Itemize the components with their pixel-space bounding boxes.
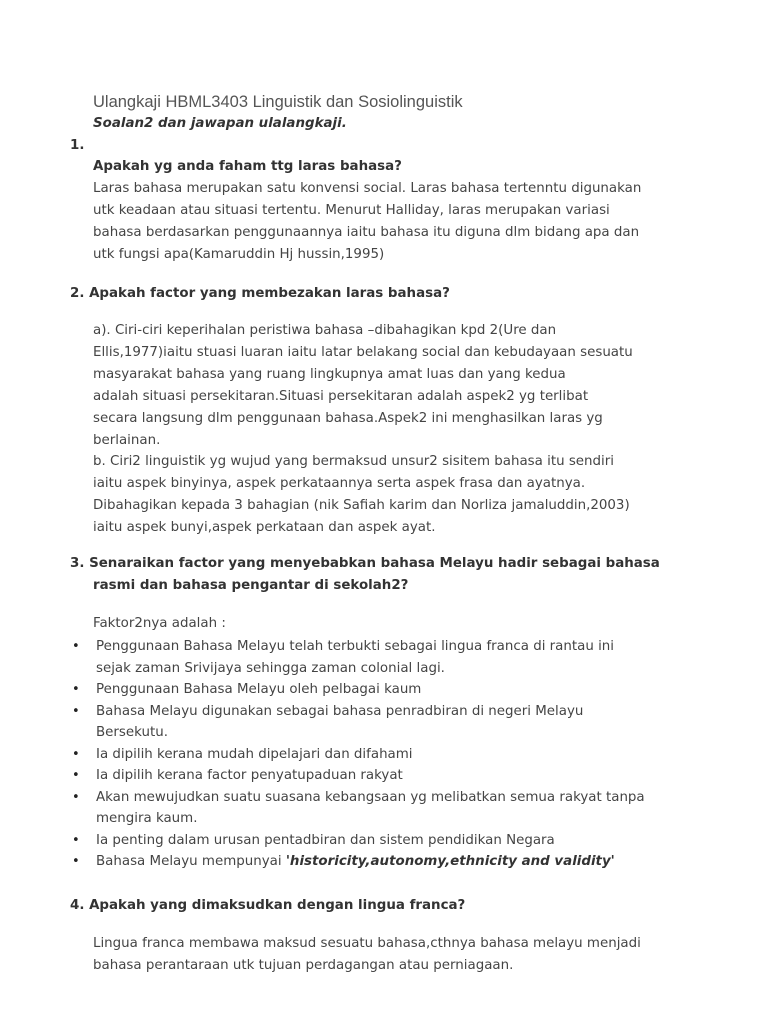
- answer-1-line: utk keadaan atau situasi tertentu. Menurut Halliday, laras merupakan variasi: [93, 203, 610, 218]
- list-item-line: Akan mewujudkan suatu suasana kebangsaan yg melibatkan semua rakyat tanpa: [96, 789, 645, 805]
- answer-2-line: berlainan.: [93, 432, 161, 448]
- list-item: [70, 636, 710, 679]
- question-4: 4. Apakah yang dimaksudkan dengan lingua franca?: [70, 898, 466, 913]
- emphasis-text: 'historicity,autonomy,ethnicity and validity': [285, 854, 615, 869]
- list-item-line: Penggunaan Bahasa Melayu telah terbukti sebagai lingua franca di rantau ini: [96, 639, 614, 654]
- answer-2-line: adalah situasi persekitaran.Situasi persekitaran adalah aspek2 yg terlibat: [93, 388, 589, 404]
- question-3: [70, 553, 660, 597]
- list-item-line: Ia dipilih kerana mudah dipelajari dan difahami: [96, 746, 413, 762]
- list-item-line: Bersekutu.: [96, 725, 168, 740]
- list-item-line: sejak zaman Srivijaya sehingga zaman colonial lagi.: [96, 660, 445, 676]
- question-2: 2. Apakah factor yang membezakan laras bahasa?: [70, 286, 450, 301]
- question-1: Apakah yg anda faham ttg laras bahasa?: [93, 159, 402, 174]
- bullet-icon: •: [72, 789, 80, 805]
- answer-3-intro: Faktor2nya adalah :: [93, 616, 226, 631]
- answer-1-line: Laras bahasa merupakan satu konvensi social. Laras bahasa tertenntu digunakan: [93, 181, 642, 196]
- answer-1-line: utk fungsi apa(Kamaruddin Hj hussin,1995): [93, 247, 385, 262]
- answer-1-line: bahasa berdasarkan penggunaannya iaitu bahasa itu diguna dlm bidang apa dan: [93, 225, 640, 240]
- list-item: [70, 744, 710, 766]
- answer-2-line: iaitu aspek binyinya, aspek perkataannya serta aspek frasa dan ayatnya.: [93, 476, 586, 492]
- question-3-line: 3. Senaraikan factor yang menyebabkan bahasa Melayu hadir sebagai bahasa: [70, 556, 660, 571]
- document-subtitle: Soalan2 dan jawapan ulalangkaji.: [93, 116, 347, 131]
- list-item-line: [96, 851, 710, 873]
- answer-2-line: b. Ciri2 linguistik yg wujud yang bermaksud unsur2 sisitem bahasa itu sendiri: [93, 454, 614, 470]
- list-item-line: Ia penting dalam urusan pentadbiran dan sistem pendidikan Negara: [96, 832, 555, 848]
- list-item: [70, 765, 710, 787]
- list-item-line: mengira kaum.: [96, 811, 198, 826]
- answer-4: [93, 933, 703, 977]
- bullet-icon: •: [72, 854, 80, 869]
- question-3-line: rasmi dan bahasa pengantar di sekolah2?: [93, 578, 409, 593]
- list-item-text: Bahasa Melayu mempunyai: [96, 854, 286, 869]
- answer-2-line: iaitu aspek bunyi,aspek perkataan dan aspek ayat.: [93, 520, 436, 536]
- answer-2-line: Dibahagikan kepada 3 bahagian (nik Safiah karim dan Norliza jamaluddin,2003): [93, 498, 630, 514]
- factor-list: [70, 636, 710, 873]
- list-item: [70, 830, 710, 852]
- question-1-number: 1.: [70, 138, 85, 153]
- bullet-icon: •: [72, 682, 80, 697]
- list-item: [70, 787, 710, 830]
- answer-2-line: secara langsung dlm penggunaan bahasa.Aspek2 ini menghasilkan laras yg: [93, 410, 603, 426]
- answer-2: [93, 320, 703, 539]
- document-title: Ulangkaji HBML3403 Linguistik dan Sosiolinguistik: [93, 93, 463, 111]
- answer-4-line: bahasa perantaraan utk tujuan perdagangan atau perniagaan.: [93, 958, 514, 973]
- answer-2-line: Ellis,1977)iaitu stuasi luaran iaitu latar belakang social dan kebudayaan sesuatu: [93, 344, 633, 360]
- answer-1: [93, 178, 703, 266]
- bullet-icon: •: [72, 832, 80, 848]
- bullet-icon: •: [72, 639, 80, 654]
- bullet-icon: •: [72, 768, 80, 783]
- bullet-icon: •: [72, 746, 80, 762]
- list-item-line: Penggunaan Bahasa Melayu oleh pelbagai kaum: [96, 682, 422, 697]
- answer-2-line: a). Ciri-ciri keperihalan peristiwa bahasa –dibahagikan kpd 2(Ure dan: [93, 323, 557, 338]
- answer-2-line: masyarakat bahasa yang ruang lingkupnya amat luas dan yang kedua: [93, 366, 566, 382]
- list-item: [70, 701, 710, 744]
- list-item-line: Bahasa Melayu digunakan sebagai bahasa penradbiran di negeri Melayu: [96, 703, 584, 719]
- list-item: [70, 851, 710, 873]
- answer-4-line: Lingua franca membawa maksud sesuatu bahasa,cthnya bahasa melayu menjadi: [93, 936, 641, 951]
- list-item-line: Ia dipilih kerana factor penyatupaduan rakyat: [96, 768, 403, 783]
- list-item: [70, 679, 710, 701]
- bullet-icon: •: [72, 703, 80, 719]
